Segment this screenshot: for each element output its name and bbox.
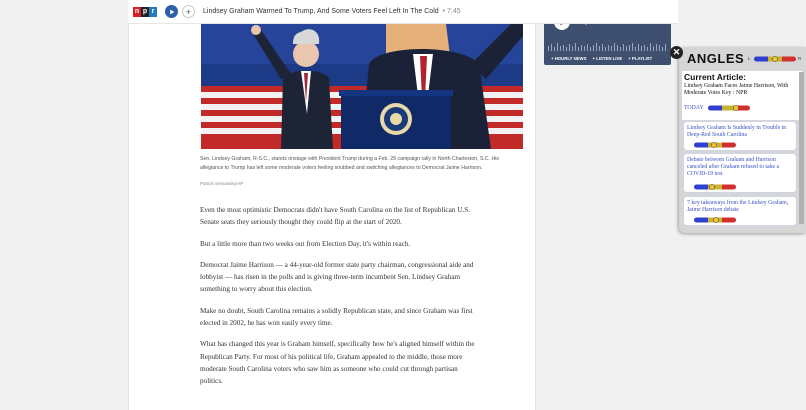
close-icon[interactable]: ✕ (670, 46, 683, 59)
story-headline[interactable] (203, 8, 461, 15)
angles-panel (679, 47, 806, 233)
right-label: R (798, 56, 802, 61)
radio-links (551, 56, 652, 61)
article-paragraph: What has changed this year is Graham himself, specifically how he's aligned himself within the Republican Party. For most of his political life, Graham appealed to the middle, those more moderate South Carolina voters who saw him as someone who could cut through partisan politics. (200, 340, 475, 386)
photo-credit: Patrick Semansky/AP (200, 181, 244, 186)
listen-live-link[interactable]: + LISTEN LIVE (592, 56, 623, 61)
scrollbar-thumb[interactable] (799, 72, 804, 224)
npr-logo[interactable] (133, 7, 157, 17)
related-article-title[interactable]: 7 key takeaways from the Lindsey Graham, Jaime Harrison debate (687, 200, 789, 213)
headline-text: Lindsey Graham Warmed To Trump, And Some Voters Feel Left In The Cold (203, 8, 439, 15)
angles-title: ANGLES (687, 51, 745, 66)
related-article-card[interactable] (683, 196, 797, 226)
article-paragraph: Make no doubt, South Carolina remains a solidly Republican state, and since Graham was first elected in 2002, he has won easily every time. (200, 306, 473, 328)
bias-meter-icon (708, 105, 750, 111)
current-article-label: Current Article: (684, 72, 747, 82)
playlist-link[interactable]: + PLAYLIST (628, 56, 653, 61)
related-article-card[interactable] (683, 153, 797, 193)
related-article-card[interactable] (683, 121, 797, 151)
story-duration: • 7:45 (442, 8, 461, 15)
article-paragraph: But a little more than two weeks out from Election Day, it's within reach. (200, 239, 411, 248)
audio-waveform-icon (548, 42, 668, 51)
article-paragraph: Even the most optimistic Democrats didn't have South Carolina on the list of Republican U.S. Senate seats they seriously thought they could flip at the start of 2020. (200, 206, 470, 227)
photo-caption: Sen. Lindsey Graham, R-S.C., stands onstage with President Trump during a Feb. 28 campaign rally in North Charleston, S.C. His allegiance to Trump has left some moderate voters feeling snubbed and switching allegiances to Democrat Jaime Harrison. (200, 156, 499, 171)
npr-logo-letter: p (142, 7, 148, 15)
play-icon[interactable] (165, 5, 178, 18)
current-article-box (682, 71, 802, 120)
bias-meter-icon (694, 142, 736, 148)
bias-meter-icon (694, 184, 736, 190)
article-paragraph: Democrat Jaime Harrison — a 44-year-old former state party chairman, congressional aide and lobbyist — has risen in the polls and is giving three-term incumbent Sen. Lindsey Graham something to worry about this election. (200, 260, 474, 294)
article-photo (201, 24, 523, 149)
current-article-title: Lindsey Graham Faces Jaime Harrison, With Moderate Votes Key : NPR (684, 83, 789, 96)
npr-logo-letter: n (134, 7, 140, 15)
related-article-title[interactable]: Lindsey Graham Is Suddenly in Trouble in Deep-Red South Carolina (687, 125, 787, 138)
npr-logo-letter: r (149, 7, 157, 17)
article-body (200, 204, 482, 397)
related-article-title[interactable]: Debate between Graham and Harrison canceled after Graham refused to take a COVID-19 test (687, 157, 780, 177)
angles-scrollbar[interactable] (799, 72, 804, 224)
today-link[interactable]: TODAY (684, 105, 704, 111)
hourly-news-link[interactable]: + HOURLY NEWS (551, 56, 587, 61)
bias-meter-icon (694, 217, 736, 223)
add-to-playlist-button[interactable]: + (182, 5, 195, 18)
npr-top-bar (128, 0, 678, 24)
left-label: L (748, 56, 751, 61)
bias-meter-icon (754, 56, 796, 62)
